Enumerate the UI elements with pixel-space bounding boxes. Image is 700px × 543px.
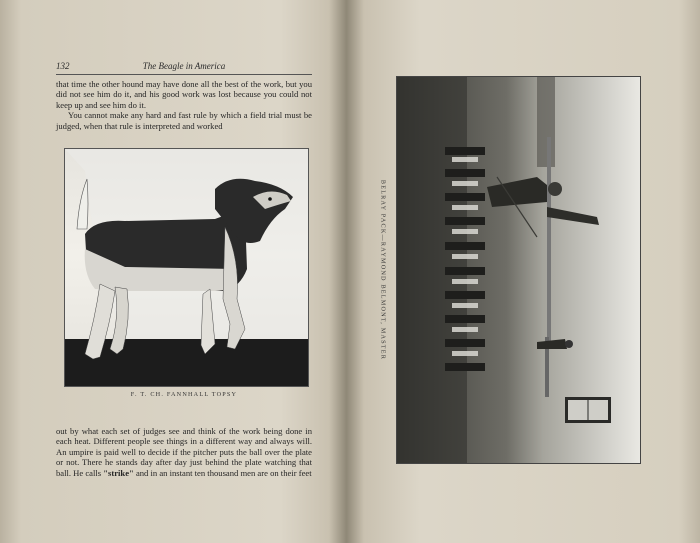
body-text-top xyxy=(56,79,312,131)
paragraph: that time the other hound may have done all the best of the work, but you did not see him do it, and his good work was lost because you could not keep up and see him do it. xyxy=(56,79,312,110)
beagle-illustration xyxy=(65,149,308,386)
body-text-bottom xyxy=(56,426,312,478)
paragraph: out by what each set of judges see and think of the work being done in each heat. Different people see things in a different way and always will. An umpire is paid well to decide if the pitcher puts the ball over the plate or not. There he stands day after day just behind the plate watching that ball. He calls "strike" and in an instant ten thousand men are on their feet xyxy=(56,426,312,478)
running-head: The Beagle in America xyxy=(142,61,226,71)
pack-illustration xyxy=(397,77,640,463)
pack-photo xyxy=(396,76,641,464)
paragraph: You cannot make any hard and fast rule by which a field trial must be judged, when that rule is interpreted and worked xyxy=(56,110,312,131)
page-header xyxy=(56,60,312,75)
page-number: 132 xyxy=(56,61,70,71)
photo-caption-vertical: BELRAY PACK—RAYMOND BELMONT, MASTER xyxy=(379,179,387,361)
beagle-photo xyxy=(64,148,309,387)
photo-caption: F. T. CH. FANNHALL TOPSY xyxy=(130,391,238,398)
left-page xyxy=(0,0,346,543)
